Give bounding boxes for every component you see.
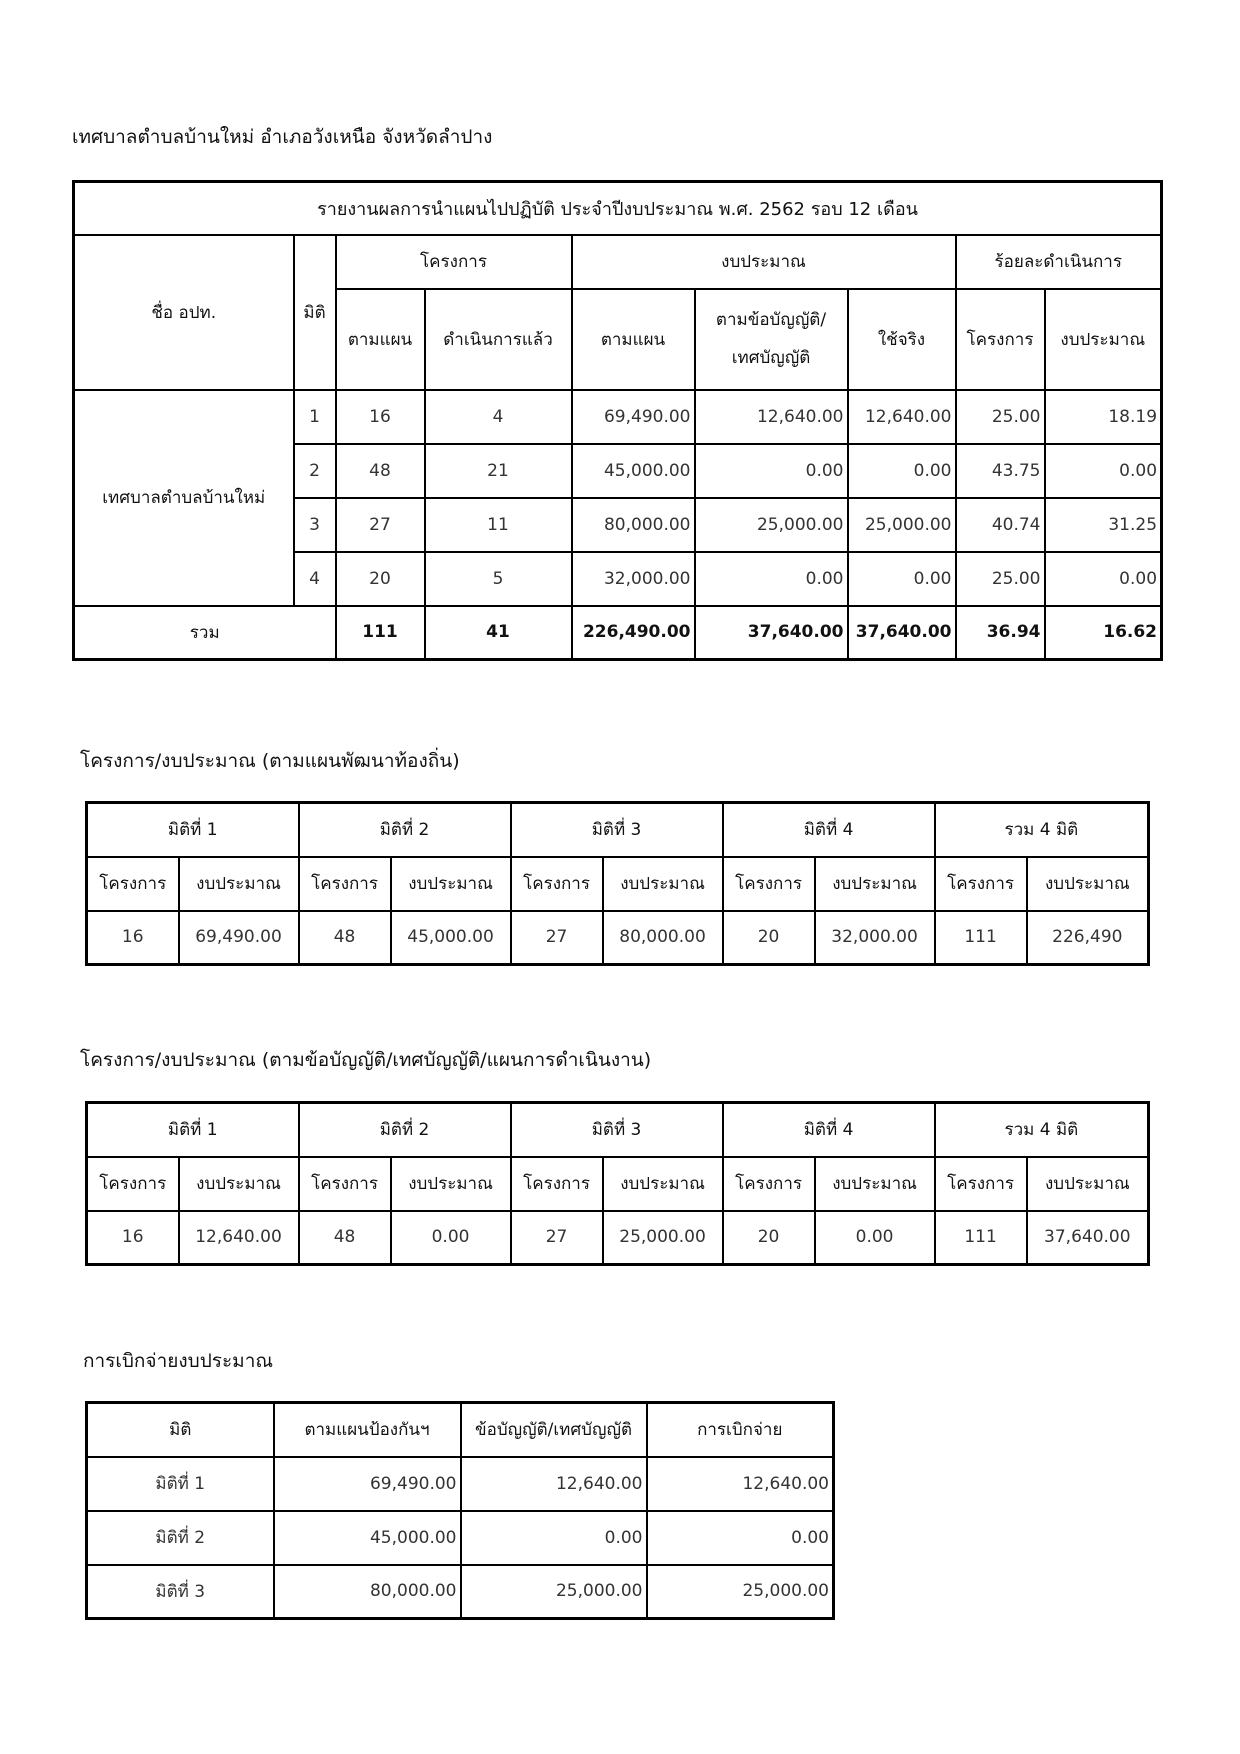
budget-cell: 12,640.00 xyxy=(179,1211,299,1265)
spent-cell: 0.00 xyxy=(848,552,956,606)
total-pct-projects: 36.94 xyxy=(956,606,1045,660)
projects-cell: 16 xyxy=(87,1211,179,1265)
sub-header-projects: โครงการ xyxy=(511,857,603,911)
sub-header-budget: งบประมาณ xyxy=(603,857,723,911)
budget-cell: 0.00 xyxy=(391,1211,511,1265)
done-cell: 4 xyxy=(425,390,572,444)
sub-header-projects: โครงการ xyxy=(87,857,179,911)
pct-projects-cell: 40.74 xyxy=(956,498,1045,552)
col-ordinance-header: ข้อบัญญัติ/เทศบัญญัติ xyxy=(461,1403,647,1457)
done-cell: 5 xyxy=(425,552,572,606)
total-row xyxy=(74,606,1162,660)
budget-cell: 69,490.00 xyxy=(179,911,299,965)
group-percent-header: ร้อยละดำเนินการ xyxy=(956,235,1162,289)
group-header: รวม 4 มิติ xyxy=(935,803,1149,857)
sub-header-budget: งบประมาณ xyxy=(1027,857,1149,911)
col-dim-header: มิติ xyxy=(87,1403,274,1457)
budget-ordinance-cell: 12,640.00 xyxy=(695,390,848,444)
sub-header-projects: โครงการ xyxy=(935,1157,1027,1211)
budget-plan-cell: 32,000.00 xyxy=(572,552,695,606)
dim-cell: 1 xyxy=(294,390,336,444)
budget-cell: 25,000.00 xyxy=(603,1211,723,1265)
group-header: มิติที่ 4 xyxy=(723,803,935,857)
sub-header-projects: โครงการ xyxy=(299,1157,391,1211)
org-name-cell: เทศบาลตำบลบ้านใหม่ xyxy=(74,390,294,606)
pct-budget-cell: 0.00 xyxy=(1045,444,1162,498)
planned-cell: 20 xyxy=(336,552,425,606)
budget-ordinance-cell: 0.00 xyxy=(695,552,848,606)
col-pct-projects-header: โครงการ xyxy=(956,289,1045,390)
dim-cell: มิติที่ 2 xyxy=(87,1511,274,1565)
group-projects-header: โครงการ xyxy=(336,235,572,289)
col-budget-ordinance-line2: เทศบัญญัติ xyxy=(731,348,811,368)
projects-cell: 48 xyxy=(299,1211,391,1265)
pct-budget-cell: 18.19 xyxy=(1045,390,1162,444)
report-title: รายงานผลการนำแผนไปปฏิบัติ ประจำปีงบประมาณ พ.ศ. 2562 รอบ 12 เดือน xyxy=(74,182,1162,235)
spent-cell: 0.00 xyxy=(848,444,956,498)
report-table xyxy=(72,180,1163,661)
sub-header-budget: งบประมาณ xyxy=(603,1157,723,1211)
col-planned-header: ตามแผน xyxy=(336,289,425,390)
dim-cell: มิติที่ 1 xyxy=(87,1457,274,1511)
table-row xyxy=(74,390,1162,444)
ordinance-cell: 12,640.00 xyxy=(461,1457,647,1511)
projects-cell: 20 xyxy=(723,911,815,965)
sub-header-budget: งบประมาณ xyxy=(179,1157,299,1211)
total-budget-ordinance: 37,640.00 xyxy=(695,606,848,660)
projects-cell: 20 xyxy=(723,1211,815,1265)
section-ordinance-heading: โครงการ/งบประมาณ (ตามข้อบัญญัติ/เทศบัญญัติ/แผนการดำเนินงาน) xyxy=(80,1049,652,1071)
sub-header-budget: งบประมาณ xyxy=(1027,1157,1149,1211)
col-spent-header: ใช้จริง xyxy=(848,289,956,390)
plan-cell: 45,000.00 xyxy=(274,1511,461,1565)
dim-cell: 2 xyxy=(294,444,336,498)
planned-cell: 16 xyxy=(336,390,425,444)
disbursed-cell: 0.00 xyxy=(647,1511,834,1565)
planned-cell: 27 xyxy=(336,498,425,552)
total-spent: 37,640.00 xyxy=(848,606,956,660)
col-done-header: ดำเนินการแล้ว xyxy=(425,289,572,390)
done-cell: 21 xyxy=(425,444,572,498)
sub-header-budget: งบประมาณ xyxy=(179,857,299,911)
sub-header-projects: โครงการ xyxy=(723,857,815,911)
group-header: มิติที่ 1 xyxy=(87,1103,299,1157)
group-budget-header: งบประมาณ xyxy=(572,235,956,289)
sub-header-budget: งบประมาณ xyxy=(391,857,511,911)
total-planned: 111 xyxy=(336,606,425,660)
ordinance-cell: 25,000.00 xyxy=(461,1565,647,1619)
sub-header-projects: โครงการ xyxy=(511,1157,603,1211)
col-pct-budget-header: งบประมาณ xyxy=(1045,289,1162,390)
budget-ordinance-cell: 0.00 xyxy=(695,444,848,498)
disbursed-cell: 12,640.00 xyxy=(647,1457,834,1511)
col-budget-plan-header: ตามแผน xyxy=(572,289,695,390)
sub-header-projects: โครงการ xyxy=(299,857,391,911)
planned-cell: 48 xyxy=(336,444,425,498)
sub-header-budget: งบประมาณ xyxy=(815,857,935,911)
dim-cell: 4 xyxy=(294,552,336,606)
col-budget-ordinance-line1: ตามข้อบัญญัติ/ xyxy=(715,310,827,330)
disbursement-table xyxy=(85,1401,835,1620)
projects-cell: 111 xyxy=(935,911,1027,965)
spent-cell: 12,640.00 xyxy=(848,390,956,444)
col-plan-header: ตามแผนป้องกันฯ xyxy=(274,1403,461,1457)
projects-cell: 27 xyxy=(511,911,603,965)
budget-cell: 0.00 xyxy=(815,1211,935,1265)
ordinance-summary-table xyxy=(85,1101,1150,1266)
sub-header-projects: โครงการ xyxy=(87,1157,179,1211)
pct-projects-cell: 25.00 xyxy=(956,552,1045,606)
organization-heading: เทศบาลตำบลบ้านใหม่ อำเภอวังเหนือ จังหวัดลำปาง xyxy=(72,126,493,148)
pct-projects-cell: 43.75 xyxy=(956,444,1045,498)
group-header: มิติที่ 4 xyxy=(723,1103,935,1157)
budget-plan-cell: 45,000.00 xyxy=(572,444,695,498)
group-header: มิติที่ 3 xyxy=(511,803,723,857)
total-label: รวม xyxy=(74,606,336,660)
disbursed-cell: 25,000.00 xyxy=(647,1565,834,1619)
dim-cell: มิติที่ 3 xyxy=(87,1565,274,1619)
table-row xyxy=(87,911,1149,965)
spent-cell: 25,000.00 xyxy=(848,498,956,552)
budget-ordinance-cell: 25,000.00 xyxy=(695,498,848,552)
col-org-header: ชื่อ อปท. xyxy=(74,235,294,390)
table-row xyxy=(87,1211,1149,1265)
pct-budget-cell: 31.25 xyxy=(1045,498,1162,552)
budget-cell: 226,490 xyxy=(1027,911,1149,965)
total-budget-plan: 226,490.00 xyxy=(572,606,695,660)
budget-cell: 37,640.00 xyxy=(1027,1211,1149,1265)
projects-cell: 27 xyxy=(511,1211,603,1265)
group-header: รวม 4 มิติ xyxy=(935,1103,1149,1157)
ordinance-cell: 0.00 xyxy=(461,1511,647,1565)
total-done: 41 xyxy=(425,606,572,660)
sub-header-projects: โครงการ xyxy=(935,857,1027,911)
done-cell: 11 xyxy=(425,498,572,552)
col-dim-header: มิติ xyxy=(294,235,336,390)
plan-cell: 80,000.00 xyxy=(274,1565,461,1619)
projects-cell: 16 xyxy=(87,911,179,965)
budget-cell: 45,000.00 xyxy=(391,911,511,965)
col-disbursed-header: การเบิกจ่าย xyxy=(647,1403,834,1457)
budget-plan-cell: 80,000.00 xyxy=(572,498,695,552)
projects-cell: 111 xyxy=(935,1211,1027,1265)
budget-cell: 32,000.00 xyxy=(815,911,935,965)
budget-cell: 80,000.00 xyxy=(603,911,723,965)
col-budget-ordinance-header xyxy=(695,289,848,390)
table-row xyxy=(87,1565,834,1619)
projects-cell: 48 xyxy=(299,911,391,965)
group-header: มิติที่ 3 xyxy=(511,1103,723,1157)
sub-header-budget: งบประมาณ xyxy=(391,1157,511,1211)
table-row xyxy=(87,1457,834,1511)
plan-summary-table xyxy=(85,801,1150,966)
group-header: มิติที่ 2 xyxy=(299,803,511,857)
dim-cell: 3 xyxy=(294,498,336,552)
sub-header-budget: งบประมาณ xyxy=(815,1157,935,1211)
group-header: มิติที่ 2 xyxy=(299,1103,511,1157)
budget-plan-cell: 69,490.00 xyxy=(572,390,695,444)
pct-budget-cell: 0.00 xyxy=(1045,552,1162,606)
group-header: มิติที่ 1 xyxy=(87,803,299,857)
sub-header-projects: โครงการ xyxy=(723,1157,815,1211)
section-disbursement-heading: การเบิกจ่ายงบประมาณ xyxy=(83,1350,273,1372)
section-plan-heading: โครงการ/งบประมาณ (ตามแผนพัฒนาท้องถิ่น) xyxy=(80,750,460,772)
table-row xyxy=(87,1511,834,1565)
plan-cell: 69,490.00 xyxy=(274,1457,461,1511)
pct-projects-cell: 25.00 xyxy=(956,390,1045,444)
total-pct-budget: 16.62 xyxy=(1045,606,1162,660)
